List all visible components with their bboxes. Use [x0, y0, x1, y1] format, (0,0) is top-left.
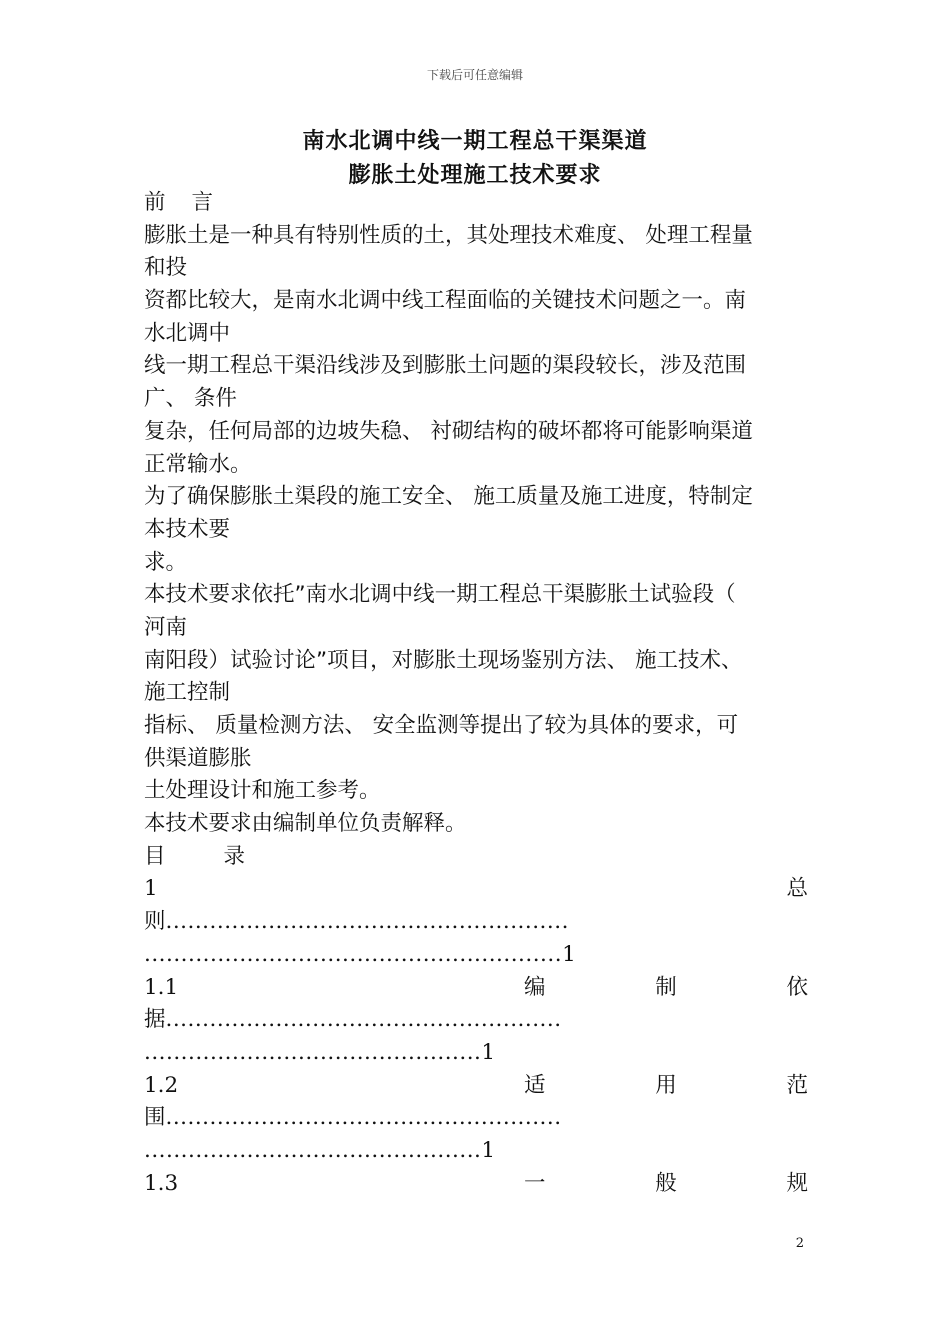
toc-leader: ..............................................: [144, 1137, 482, 1163]
paragraph-line: 本技术要: [144, 516, 231, 542]
paragraph-line: 水北调中: [144, 320, 231, 346]
paragraph-line: 线一期工程总干渠沿线涉及到膨胀土问题的渠段较长，涉及范围: [144, 353, 747, 379]
toc-page-number: 1: [481, 1039, 496, 1065]
toc-page-number: 1: [481, 1137, 496, 1163]
toc-heading: 目 录: [144, 843, 246, 869]
paragraph-line: 指标、 质量检测方法、 安全监测等提出了较为具体的要求，可: [144, 713, 739, 738]
toc-title-char: 总: [786, 876, 808, 902]
toc-number: 1: [144, 876, 158, 902]
toc-title-char: 用: [655, 1072, 677, 1098]
toc-title-char: 编: [524, 974, 546, 1000]
toc-title-char: 适: [524, 1072, 546, 1098]
toc-title-char: 一: [524, 1170, 546, 1196]
toc-leader: .........................................................: [144, 941, 563, 967]
toc-leader: .......................................................: [165, 909, 569, 935]
paragraph-line: 为了确保膨胀土渠段的施工安全、 施工质量及施工进度，特制定: [144, 484, 753, 510]
toc-leader: ......................................................: [165, 1105, 562, 1131]
toc-title-char: 则: [144, 909, 166, 935]
toc-entry-1-page: [144, 939, 808, 972]
paragraph-line: 土处理设计和施工参考。: [144, 778, 381, 804]
paragraph-line: 广、 条件: [144, 386, 237, 412]
toc-title-char: 制: [655, 974, 677, 1000]
paragraph-line: 资都比较大，是南水北调中线工程面临的关键技术问题之一。南: [144, 288, 747, 314]
page-number: 2: [795, 1236, 804, 1251]
toc-number: 1.3: [144, 1170, 179, 1196]
toc-entry-1-2-page: [144, 1135, 808, 1168]
paragraph-line: 南阳段）试验讨论”项目，对膨胀土现场鉴别方法、 施工技术、: [144, 647, 743, 673]
paragraph-line: 施工控制: [144, 680, 231, 706]
paragraph-line: 求。: [144, 549, 188, 575]
toc-entry-1-2-dots: [144, 1102, 808, 1135]
toc-number: 1.1: [144, 974, 179, 1000]
toc-entry-1-2-title[interactable]: [144, 1070, 808, 1103]
document-title-line2: 膨胀土处理施工技术要求: [348, 163, 602, 188]
toc-title-char: 依: [786, 974, 808, 1000]
paragraph-line: 本技术要求依托”南水北调中线一期工程总干渠膨胀土试验段（: [144, 582, 736, 608]
paragraph-line: 复杂，任何局部的边坡失稳、 衬砌结构的破坏都将可能影响渠道: [144, 418, 753, 444]
paragraph-line: 和投: [144, 255, 188, 281]
document-title-line1: 南水北调中线一期工程总干渠渠道: [302, 129, 648, 154]
paragraph-line: 正常输水。: [144, 451, 252, 477]
toc-title-char: 范: [786, 1072, 808, 1098]
paragraph-line: 供渠道膨胀: [144, 745, 252, 771]
toc-title-char: 据: [144, 1007, 166, 1033]
toc-entry-1-1-dots: [144, 1004, 808, 1037]
toc-entry-1-dots: [144, 906, 808, 939]
paragraph-line: 河南: [144, 614, 188, 640]
paragraph-line: 本技术要求由编制单位负责解释。: [144, 811, 467, 837]
toc-page-number: 1: [562, 941, 576, 967]
toc-leader: ......................................................: [165, 1007, 562, 1033]
toc-title-char: 般: [655, 1170, 677, 1196]
toc-title-char: 围: [144, 1105, 166, 1131]
toc-leader: ..............................................: [144, 1039, 482, 1065]
document-body: [144, 187, 808, 1200]
toc-entry-1-title[interactable]: [144, 873, 808, 906]
preface-heading: 前 言: [144, 190, 214, 215]
paragraph-line: 膨胀土是一种具有特别性质的土，其处理技术难度、 处理工程量: [144, 222, 753, 248]
toc-entry-1-3-title[interactable]: [144, 1168, 808, 1201]
toc-number: 1.2: [144, 1072, 179, 1098]
toc-title-char: 规: [786, 1170, 808, 1196]
toc-entry-1-1-title[interactable]: [144, 972, 808, 1005]
toc-entry-1-1-page: [144, 1037, 808, 1070]
page-header: 下载后可任意编辑: [426, 68, 523, 82]
